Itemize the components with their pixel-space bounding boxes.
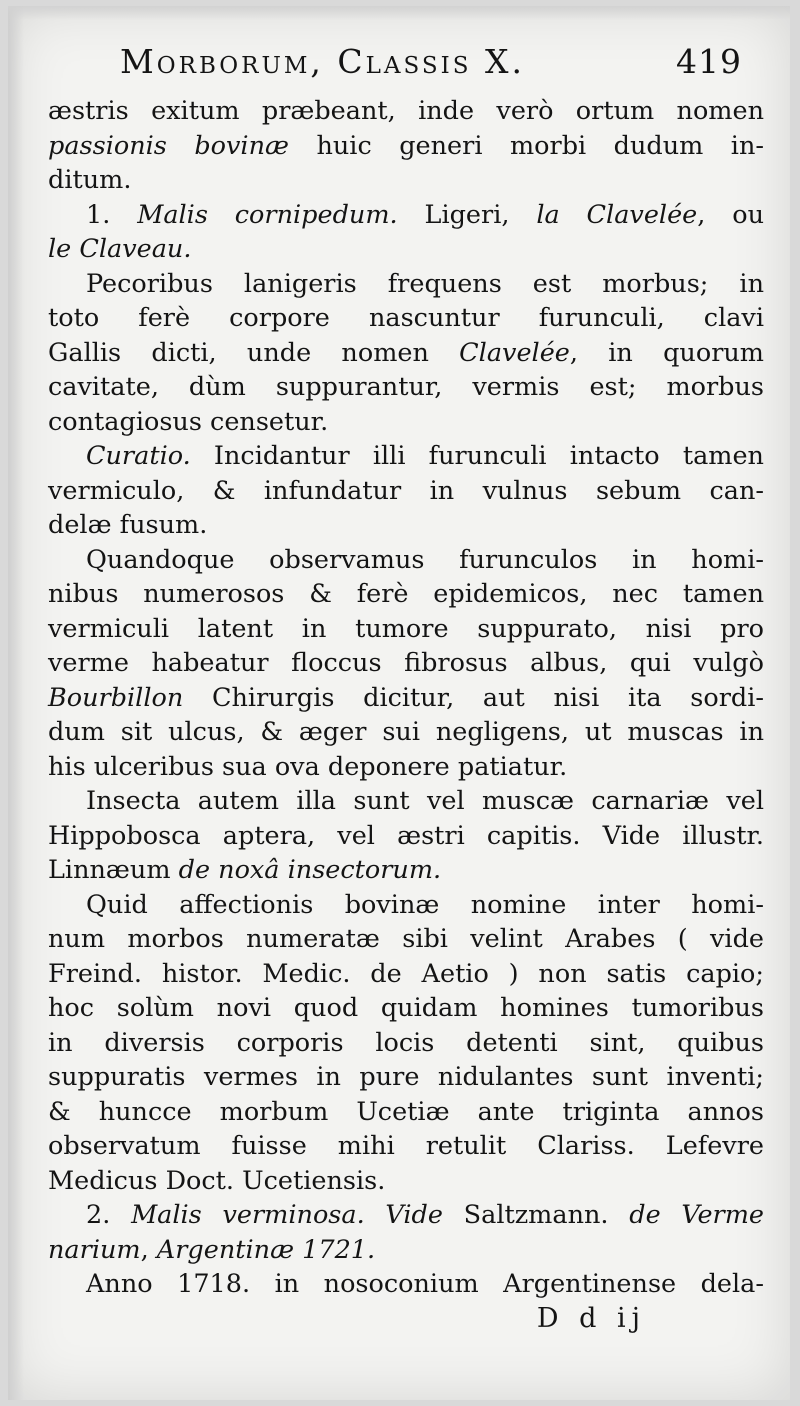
text-line [48, 405, 764, 440]
running-title: Morborum, Classis X. [120, 42, 525, 81]
text-line [48, 267, 764, 302]
text-segment: vermiculo, & infundatur in vulnus sebum can- [48, 475, 764, 506]
running-header [48, 42, 764, 94]
text-segment: his ulceribus sua ova deponere patiatur. [48, 751, 568, 782]
text-segment: delæ fusum. [48, 510, 208, 540]
text-line [48, 784, 764, 819]
italic-text: la Clavelée [536, 199, 698, 230]
text-line [48, 198, 764, 233]
text-line [48, 508, 764, 543]
text-line [48, 681, 764, 716]
scanned-page [8, 6, 790, 1400]
text-segment: ditum. [48, 165, 132, 195]
italic-text: Clavelée [459, 337, 570, 368]
text-line [48, 1026, 764, 1061]
italic-text: de noxâ insectorum. [178, 855, 442, 885]
text-line [48, 888, 764, 923]
text-line [48, 1233, 764, 1268]
text-line [48, 819, 764, 854]
text-segment: Anno 1718. in nosoconium Argentinense dela- [86, 1269, 764, 1299]
text-segment: 1. [86, 199, 138, 230]
text-line [48, 612, 764, 647]
page-shadow-top [8, 6, 790, 20]
text-segment: Incidantur illi furunculi intacto tamen [190, 441, 764, 471]
text-segment: Hippobosca aptera, vel æstri capitis. Vide illustr. [48, 820, 764, 851]
page-number: 419 [676, 42, 742, 81]
text-segment: Gallis dicti, unde nomen [48, 337, 460, 368]
text-segment: num morbos numeratæ sibi velint Arabes ( vide [48, 924, 764, 954]
text-segment: huic generi morbi dudum in- [288, 130, 765, 161]
text-segment: Freind. histor. Medic. de Aetio ) non satis capio; [48, 958, 764, 989]
text-segment: 2. [86, 1200, 132, 1230]
text-segment: Pecoribus lanigeris frequens est morbus; in [86, 268, 764, 299]
text-segment: toto ferè corpore nascuntur furunculi, clavi [48, 303, 764, 333]
text-segment: observatum fuisse mihi retulit Clariss. Lefevre [48, 1131, 764, 1161]
text-segment: suppuratis vermes in pure nidulantes sunt inventi; [48, 1062, 764, 1092]
italic-text: Malis verminosa. Vide [131, 1200, 443, 1230]
text-segment: æstris exitum præbeant, inde verò ortum nomen [48, 96, 764, 126]
text-segment: Insecta autem illa sunt vel muscæ carnariæ vel [86, 786, 764, 816]
italic-text: Bourbillon [48, 682, 184, 713]
text-segment: vermiculi latent in tumore suppurato, nisi pro [48, 613, 764, 644]
text-segment: Ligeri, [397, 199, 537, 230]
text-segment: Medicus Doct. Ucetiensis. [48, 1165, 386, 1196]
page-text [48, 42, 764, 1336]
text-line [48, 957, 764, 992]
text-segment: hoc solùm novi quod quidam homines tumoribus [48, 993, 764, 1023]
text-segment: cavitate, dùm suppurantur, vermis est; morbus [48, 372, 764, 402]
text-line [48, 991, 764, 1026]
text-line [48, 543, 764, 578]
italic-text: narium [48, 1234, 141, 1265]
text-line [48, 301, 764, 336]
text-segment: , in quorum [569, 337, 764, 368]
text-segment: Quid affectionis bovinæ nomine inter homi- [86, 889, 764, 920]
italic-text: Curatio. [86, 441, 191, 471]
text-line [48, 1129, 764, 1164]
italic-text: de Verme [629, 1200, 765, 1230]
text-line [48, 853, 764, 888]
italic-text: Malis cornipedum. [137, 199, 398, 230]
text-segment: & huncce morbum Ucetiæ ante triginta annos [48, 1096, 764, 1127]
text-segment: Chirurgis dicitur, aut nisi ita sordi- [183, 682, 764, 713]
text-line [48, 370, 764, 405]
text-segment: Saltzmann. [442, 1200, 630, 1230]
text-line [48, 646, 764, 681]
text-line [48, 163, 764, 198]
text-line [48, 474, 764, 509]
text-line [48, 1060, 764, 1095]
text-line [48, 439, 764, 474]
text-line [48, 232, 764, 267]
text-line [48, 1095, 764, 1130]
body-text [48, 94, 764, 1302]
text-line [48, 94, 764, 129]
text-segment: dum sit ulcus, & æger sui negligens, ut muscas in [48, 717, 764, 747]
text-line [48, 129, 764, 164]
text-segment: , [140, 1234, 157, 1265]
page-shadow-left [8, 6, 24, 1400]
text-line [48, 1267, 764, 1302]
text-line [48, 922, 764, 957]
text-segment: , ou [697, 199, 765, 230]
text-segment: Linnæum [48, 855, 179, 885]
text-line [48, 750, 764, 785]
text-line [48, 1198, 764, 1233]
text-segment: contagiosus censetur. [48, 406, 329, 437]
text-segment: Quandoque observamus furunculos in homi- [86, 544, 764, 575]
italic-text: passionis bovinæ [48, 130, 289, 161]
italic-text: Argentinæ 1721. [156, 1234, 376, 1265]
text-line [48, 336, 764, 371]
text-segment: verme habeatur floccus fibrosus albus, qui vulgò [48, 648, 764, 678]
signature-mark: D d ij [536, 1302, 646, 1334]
text-segment: nibus numerosos & ferè epidemicos, nec tamen [48, 579, 764, 609]
text-segment: in diversis corporis locis detenti sint, quibus [48, 1027, 764, 1058]
italic-text: le Claveau. [48, 234, 192, 264]
text-line [48, 577, 764, 612]
text-line [48, 1164, 764, 1199]
text-line [48, 715, 764, 750]
